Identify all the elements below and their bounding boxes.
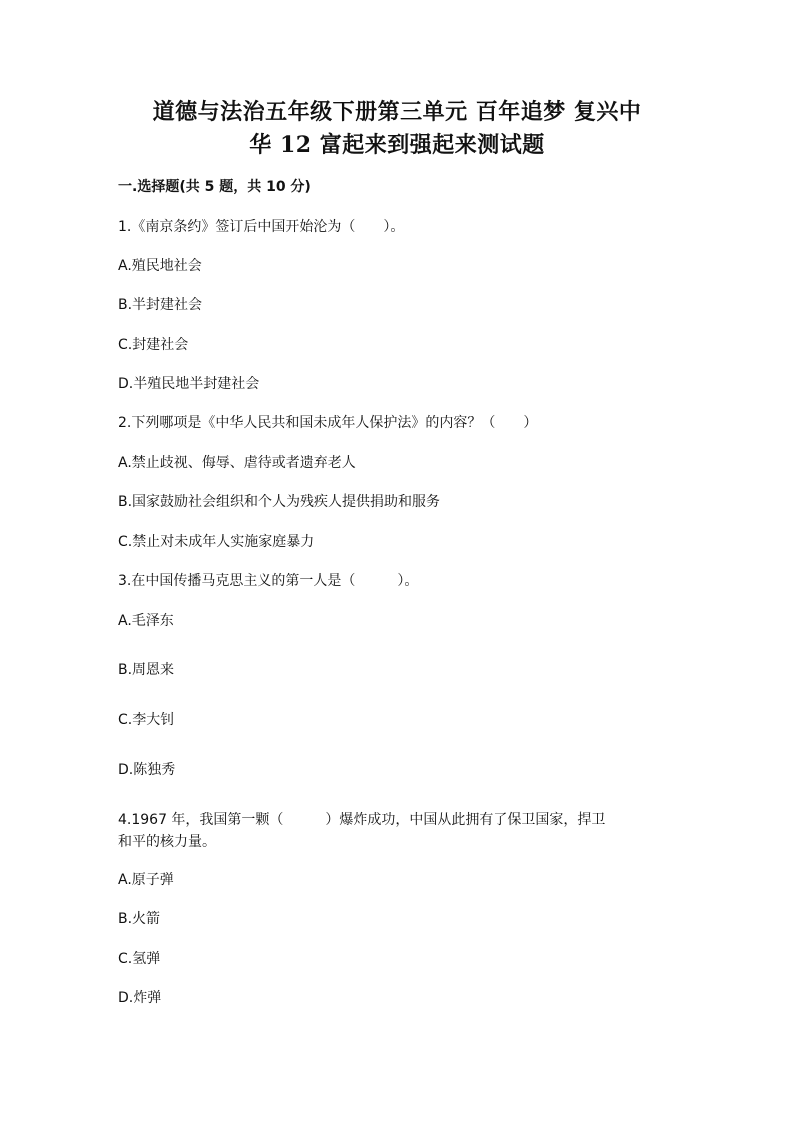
question-4-option-c: C.氢弹 [118, 951, 161, 967]
question-4-stem-line-1: 4.1967 年，我国第一颗（ ）爆炸成功，中国从此拥有了保卫国家，捍卫 [118, 812, 606, 828]
document-title-line-1: 道德与法治五年级下册第三单元 百年追梦 复兴中 [152, 99, 642, 125]
question-3-option-b: B.周恩来 [118, 662, 175, 678]
question-1-option-c: C.封建社会 [118, 337, 189, 353]
question-1-option-a: A.殖民地社会 [118, 258, 202, 274]
question-4-stem-line-2: 和平的核力量。 [118, 834, 216, 850]
question-3-option-a: A.毛泽东 [118, 613, 174, 629]
question-3-stem: 3.在中国传播马克思主义的第一人是（ ）。 [118, 573, 419, 589]
section-heading: 一.选择题(共 5 题，共 10 分) [118, 179, 311, 195]
question-3-option-c: C.李大钊 [118, 712, 175, 728]
question-2-stem: 2.下列哪项是《中华人民共和国未成年人保护法》的内容？（ ） [118, 415, 538, 431]
question-1-option-b: B.半封建社会 [118, 297, 203, 313]
question-4-option-a: A.原子弹 [118, 872, 174, 888]
question-2-option-c: C.禁止对未成年人实施家庭暴力 [118, 534, 315, 550]
question-1-option-d: D.半殖民地半封建社会 [118, 376, 260, 392]
question-2-option-a: A.禁止歧视、侮辱、虐待或者遗弃老人 [118, 455, 356, 471]
question-4-option-b: B.火箭 [118, 911, 161, 927]
question-1-stem: 1.《南京条约》签订后中国开始沦为（ ）。 [118, 219, 405, 235]
question-4-option-d: D.炸弹 [118, 990, 162, 1006]
question-2-option-b: B.国家鼓励社会组织和个人为残疾人提供捐助和服务 [118, 494, 441, 510]
question-3-option-d: D.陈独秀 [118, 762, 176, 778]
document-title-line-2: 华 12 富起来到强起来测试题 [249, 132, 545, 158]
